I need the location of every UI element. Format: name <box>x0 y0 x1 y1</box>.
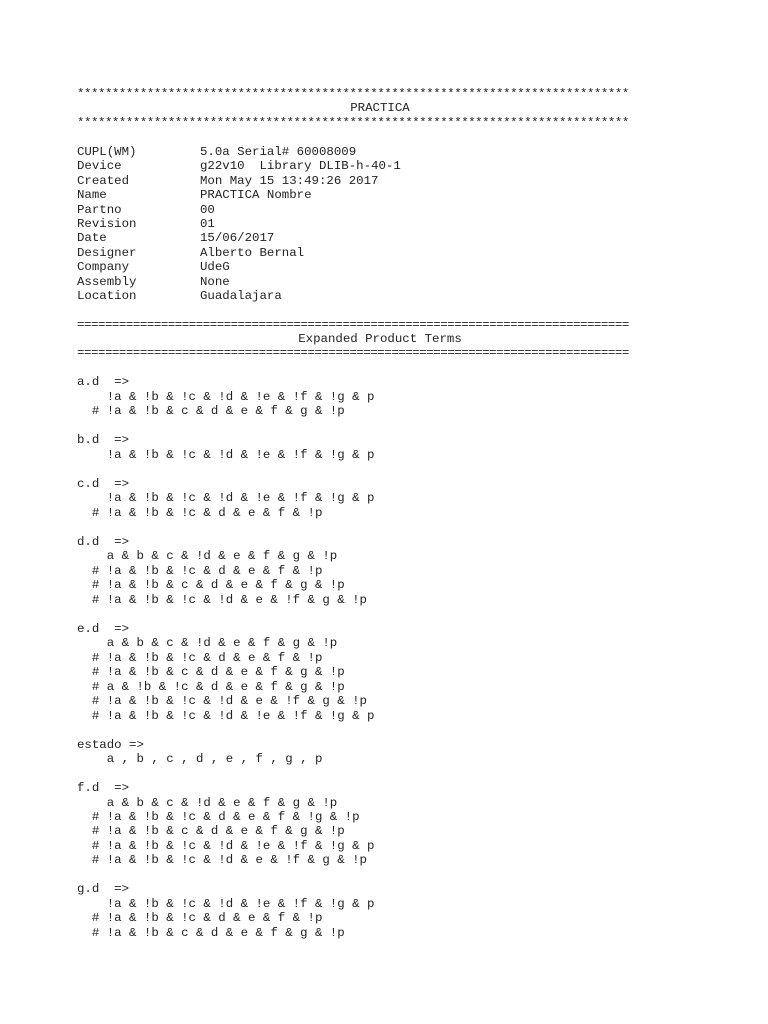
term-line: # !a & !b & !c & !d & e & !f & g & !p <box>77 694 367 708</box>
term-line: a & b & c & !d & e & f & g & !p <box>77 549 338 563</box>
info-key: Assembly <box>77 275 137 289</box>
equals-rule-top: =============================================================================== <box>77 318 629 332</box>
page-title: PRACTICA <box>350 101 410 115</box>
info-value: g22v10 Library DLIB-h-40-1 <box>200 159 401 173</box>
info-value: Guadalajara <box>200 289 282 303</box>
term-line: # a & !b & !c & d & e & f & g & !p <box>77 680 345 694</box>
term-line: # !a & !b & !c & d & e & f & !p <box>77 651 323 665</box>
info-value: 01 <box>200 217 215 231</box>
info-key: CUPL(WM) <box>77 145 137 159</box>
term-label: a.d => <box>77 375 130 389</box>
term-line: # !a & !b & !c & !d & !e & !f & !g & p <box>77 709 375 723</box>
info-value: Mon May 15 13:49:26 2017 <box>200 174 379 188</box>
info-key: Location <box>77 289 137 303</box>
term-line: # !a & !b & c & d & e & f & g & !p <box>77 824 345 838</box>
info-key: Date <box>77 231 107 245</box>
info-value: PRACTICA Nombre <box>200 188 312 202</box>
star-rule-bottom: ******************************************************************************* <box>77 116 629 130</box>
term-line: # !a & !b & !c & d & e & f & !p <box>77 564 323 578</box>
info-value: 5.0a Serial# 60008009 <box>200 145 357 159</box>
term-label: d.d => <box>77 535 130 549</box>
term-line: !a & !b & !c & !d & !e & !f & !g & p <box>77 448 375 462</box>
info-value: None <box>200 275 230 289</box>
section-title: Expanded Product Terms <box>298 332 462 346</box>
info-key: Partno <box>77 203 122 217</box>
term-line: # !a & !b & !c & d & e & f & !p <box>77 506 323 520</box>
info-key: Created <box>77 174 130 188</box>
term-line: !a & !b & !c & !d & !e & !f & !g & p <box>77 897 375 911</box>
term-line: # !a & !b & !c & !d & e & !f & g & !p <box>77 593 367 607</box>
info-value: 00 <box>200 203 215 217</box>
term-line: # !a & !b & c & d & e & f & g & !p <box>77 404 345 418</box>
star-rule-top: ******************************************************************************* <box>77 87 629 101</box>
term-label: estado => <box>77 738 144 752</box>
term-line: # !a & !b & !c & d & e & f & !g & !p <box>77 810 360 824</box>
info-value: UdeG <box>200 260 230 274</box>
term-label: f.d => <box>77 781 130 795</box>
info-value: Alberto Bernal <box>200 246 305 260</box>
term-label: c.d => <box>77 477 130 491</box>
info-key: Revision <box>77 217 137 231</box>
equals-rule-bottom: =============================================================================== <box>77 346 629 360</box>
term-label: b.d => <box>77 433 130 447</box>
term-line: # !a & !b & !c & !d & e & !f & g & !p <box>77 853 367 867</box>
term-line: a , b , c , d , e , f , g , p <box>77 752 323 766</box>
term-line: !a & !b & !c & !d & !e & !f & !g & p <box>77 491 375 505</box>
term-label: g.d => <box>77 882 130 896</box>
info-key: Device <box>77 159 122 173</box>
info-key: Company <box>77 260 130 274</box>
info-value: 15/06/2017 <box>200 231 275 245</box>
term-line: a & b & c & !d & e & f & g & !p <box>77 636 338 650</box>
term-line: # !a & !b & c & d & e & f & g & !p <box>77 578 345 592</box>
info-key: Designer <box>77 246 137 260</box>
term-line: # !a & !b & c & d & e & f & g & !p <box>77 665 345 679</box>
term-line: # !a & !b & c & d & e & f & g & !p <box>77 926 345 940</box>
info-key: Name <box>77 188 107 202</box>
term-line: # !a & !b & !c & d & e & f & !p <box>77 911 323 925</box>
term-line: !a & !b & !c & !d & !e & !f & !g & p <box>77 390 375 404</box>
term-label: e.d => <box>77 622 130 636</box>
term-line: a & b & c & !d & e & f & g & !p <box>77 796 338 810</box>
term-line: # !a & !b & !c & !d & !e & !f & !g & p <box>77 839 375 853</box>
